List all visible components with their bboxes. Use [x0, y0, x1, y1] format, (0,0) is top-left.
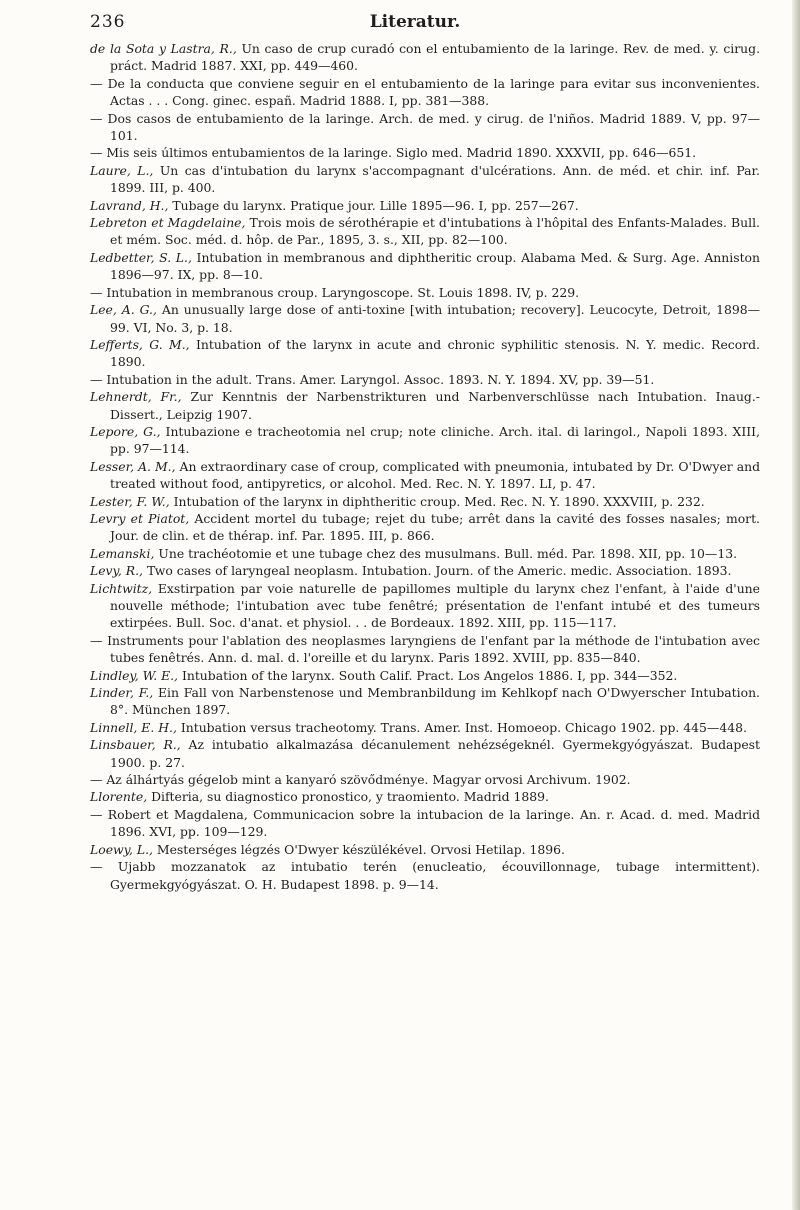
entry-author: Laure, L.,	[90, 162, 154, 178]
entry-author: Levry et Piatot,	[90, 510, 190, 526]
bibliography-entry	[90, 580, 760, 632]
entry-author: Linnell, E. H.,	[90, 719, 177, 735]
entry-text: Intubation versus tracheotomy. Trans. Amer. Inst. Homoeop. Chicago 1902. pp. 445—448.	[176, 719, 747, 735]
entry-text: Intubation in membranous and diphtheritic croup. Alabama Med. & Surg. Age. Anniston 1896—97. IX, pp. 8—10.	[110, 249, 760, 283]
bibliography-entry	[90, 841, 760, 858]
bibliography-entry	[90, 423, 760, 458]
bibliography-entry	[90, 719, 760, 736]
bibliography-entry	[90, 736, 760, 771]
bibliography-list	[90, 40, 760, 893]
bibliography-entry	[90, 684, 760, 719]
entry-text: Tubage du larynx. Pratique jour. Lille 1895—96. I, pp. 257—267.	[168, 197, 579, 213]
bibliography-entry	[90, 144, 760, 161]
bibliography-entry	[90, 75, 760, 110]
entry-text: Exstirpation par voie naturelle de papillomes multiple du larynx chez l'enfant, à l'aide d'une nouvelle méthode; l'intubation avec tube fenêtré; présentation de l'enfant intubé et des tumeurs extirpées. Bull. Soc. d'anat. et physiol. . . de Bordeaux. 1892. XIII, pp. 115—117.	[110, 580, 760, 631]
bibliography-entry	[90, 562, 760, 579]
bibliography-entry	[90, 388, 760, 423]
entry-text: Une trachéotomie et une tubage chez des musulmans. Bull. méd. Par. 1898. XII, pp. 10—13.	[154, 545, 738, 561]
entry-author: Lesser, A. M.,	[90, 458, 176, 474]
entry-author: Lindley, W. E.,	[90, 667, 178, 683]
entry-author: Lefferts, G. M.,	[90, 336, 190, 352]
bibliography-entry	[90, 788, 760, 805]
entry-text: Trois mois de sérothérapie et d'intubations à l'hôpital des Enfants-Malades. Bull. et mém. Soc. méd. d. hôp. de Par., 1895, 3. s., XII, pp. 82—100.	[110, 215, 760, 248]
entry-text: Intubazione e tracheotomia nel crup; note cliniche. Arch. ital. di laringol., Napoli 1893. XIII, pp. 97—114.	[110, 423, 760, 457]
entry-text: — Intubation in membranous croup. Laryngoscope. St. Louis 1898. IV, p. 229.	[90, 284, 580, 300]
running-title: Literatur.	[369, 12, 461, 32]
entry-text: An extraordinary case of croup, complicated with pneumonia, intubated by Dr. O'Dwyer and treated without food, antipyretics, or alcohol. Med. Rec. N. Y. 1897. LI, p. 47.	[110, 458, 760, 492]
entry-author: de la Sota y Lastra, R.,	[90, 41, 237, 56]
entry-text: Un cas d'intubation du larynx s'accompagnant d'ulcérations. Ann. de méd. et chir. inf. Par. 1899. III, p. 400.	[110, 162, 760, 196]
entry-text: Intubation of the larynx in acute and chronic syphilitic stenosis. N. Y. medic. Record. 1890.	[110, 336, 760, 370]
page-header	[90, 12, 740, 34]
entry-text: Mesterséges légzés O'Dwyer készülékével. Orvosi Hetilap. 1896.	[152, 841, 565, 857]
entry-text: — Ujabb mozzanatok az intubatio terén (enucleatio, écouvillonnage, tubage intermittent). Gyermekgyógyászat. O. H. Budapest 1898. p. 9—14.	[90, 859, 760, 892]
entry-text: Accident mortel du tubage; rejet du tube; arrêt dans la cavité des fosses nasales; mort. Jour. de clin. et de thérap. inf. Par. 1895. III, p. 866.	[110, 510, 761, 544]
bibliography-entry	[90, 771, 760, 788]
entry-author: Ledbetter, S. L.,	[90, 249, 192, 265]
bibliography-entry	[90, 214, 760, 249]
bibliography-entry	[90, 493, 760, 510]
entry-text: Two cases of laryngeal neoplasm. Intubation. Journ. of the Americ. medic. Association. 1893.	[143, 563, 732, 579]
bibliography-entry	[90, 632, 760, 667]
entry-author: Levy, R.,	[90, 563, 143, 579]
entry-text: Intubation of the larynx. South Calif. Pract. Los Angelos 1886. I, pp. 344—352.	[178, 667, 678, 683]
entry-author: Lemanski,	[90, 545, 155, 561]
bibliography-entry	[90, 284, 760, 301]
entry-author: Linsbauer, R.,	[90, 737, 181, 753]
bibliography-entry	[90, 336, 760, 371]
entry-text: An unusually large dose of anti-toxine [with intubation; recovery]. Leucocyte, Detroit, 1898—99. VI, No. 3, p. 18.	[110, 302, 760, 335]
entry-author: Lester, F. W.,	[90, 493, 170, 509]
bibliography-entry	[90, 458, 760, 493]
bibliography-entry	[90, 197, 760, 214]
entry-text: — Az álhártyás gégelob mint a kanyaró szövődménye. Magyar orvosi Archivum. 1902.	[90, 772, 631, 788]
bibliography-entry	[90, 858, 760, 893]
entry-text: — Robert et Magdalena, Communicacion sobre la intubacion de la laringe. An. r. Acad. d. med. Madrid 1896. XVI, pp. 109—129.	[90, 806, 760, 840]
bibliography-entry	[90, 667, 760, 684]
entry-text: — De la conducta que conviene seguir en el entubamiento de la laringe para evitar sus inconvenientes. Actas . . . Cong. ginec. españ. Madrid 1888. I, pp. 381—388.	[90, 75, 760, 109]
entry-author: Lehnerdt, Fr.,	[90, 389, 182, 405]
entry-text: Difteria, su diagnostico pronostico, y traomiento. Madrid 1889.	[147, 789, 549, 805]
entry-author: Linder, F.,	[90, 685, 154, 701]
bibliography-entry	[90, 110, 760, 145]
entry-author: Llorente,	[90, 789, 148, 805]
bibliography-entry	[90, 806, 760, 841]
entry-text: Ein Fall von Narbenstenose und Membranbildung im Kehlkopf nach O'Dwyerscher Intubation. 8°. München 1897.	[110, 685, 760, 718]
entry-text: — Dos casos de entubamiento de la laringe. Arch. de med. y cirug. de l'niños. Madrid 1889. V, pp. 97—101.	[90, 110, 760, 144]
bibliography-entry	[90, 249, 760, 284]
bibliography-entry	[90, 510, 760, 545]
bibliography-entry	[90, 301, 760, 336]
bibliography-entry	[90, 545, 760, 562]
page-edge	[792, 0, 800, 1210]
entry-text: Zur Kenntnis der Narbenstrikturen und Narbenverschlüsse nach Intubation. Inaug.-Dissert., Leipzig 1907.	[110, 389, 760, 422]
entry-author: Lavrand, H.,	[90, 197, 169, 213]
entry-text: — Intubation in the adult. Trans. Amer. Laryngol. Assoc. 1893. N. Y. 1894. XV, pp. 39—51.	[90, 371, 655, 387]
entry-author: Loewy, L.,	[90, 841, 153, 857]
entry-text: — Instruments pour l'ablation des neoplasmes laryngiens de l'enfant par la méthode de l'intubation avec tubes fenêtrés. Ann. d. mal. d. l'oreille et du larynx. Paris 1892. XVIII, pp. 835—840.	[90, 632, 760, 666]
entry-author: Lee, A. G.,	[90, 302, 157, 318]
bibliography-entry	[90, 162, 760, 197]
entry-text: — Mis seis últimos entubamientos de la laringe. Siglo med. Madrid 1890. XXXVII, pp. 646—651.	[90, 145, 697, 161]
entry-text: Az intubatio alkalmazása décanulement nehézségeknél. Gyermekgyógyászat. Budapest 1900. p. 27.	[110, 737, 760, 770]
entry-author: Lepore, G.,	[90, 423, 161, 439]
entry-author: Lebreton et Magdelaine,	[90, 215, 246, 231]
bibliography-entry	[90, 371, 760, 388]
entry-author: Lichtwitz,	[90, 580, 153, 596]
bibliography-entry	[90, 40, 760, 75]
entry-text: Un caso de crup curadó con el entubamiento de la laringe. Rev. de med. y. cirug. práct. Madrid 1887. XXI, pp. 449—460.	[110, 41, 761, 74]
entry-text: Intubation of the larynx in diphtheritic croup. Med. Rec. N. Y. 1890. XXXVIII, p. 232.	[169, 493, 705, 509]
page-number: 236	[90, 12, 126, 32]
